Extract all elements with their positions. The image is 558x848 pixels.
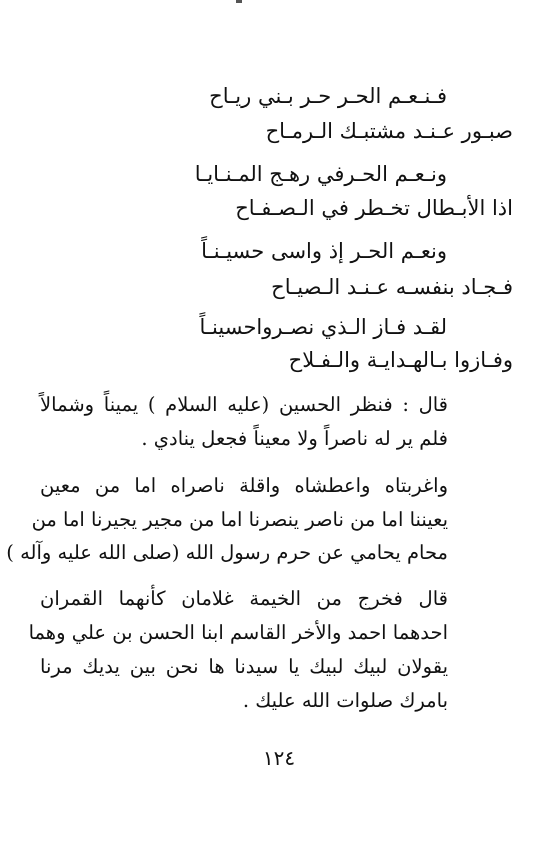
paragraph-3-line-2: احدهما احمد والأخر القاسم ابنا الحسن بن علي وهما xyxy=(28,621,448,644)
paragraph-1-line-1: قال : فنظر الحسين (عليه السلام ) يميناً وشمالاً xyxy=(40,393,448,416)
paragraph-2-line-3: محام يحامي عن حرم رسول الله (صلى الله عليه وآله ) xyxy=(6,541,448,564)
verse-2-second-hemistich: اذا الأبـطال تخـطر في الـصـفـاح xyxy=(235,196,513,220)
paragraph-3-line-4: بامرك صلوات الله عليك . xyxy=(242,689,448,712)
page-number: ١٢٤ xyxy=(262,746,296,770)
verse-3-first-hemistich: ونعـم الحـر إذ واسى حسيـنـاً xyxy=(201,239,447,263)
verse-4-second-hemistich: وفـازوا بـالهـدايـة والـفـلاح xyxy=(288,348,513,372)
paragraph-2-line-2: يعيننا اما من ناصر ينصرنا اما من مجير يجيرنا اما من xyxy=(31,508,448,531)
verse-3-second-hemistich: فـجـاد بنفسـه عـنـد الـصيـاح xyxy=(271,275,513,299)
verse-1-first-hemistich: فـنـعـم الحـر حـر بـني ريـاح xyxy=(209,84,447,108)
verse-2-first-hemistich: ونـعـم الحـرفي رهـج المـنـايـا xyxy=(194,162,447,186)
verse-1-second-hemistich: صبـور عـنـد مشتبـك الـرمـاح xyxy=(265,119,513,143)
paragraph-1-line-2: فلم ير له ناصراً ولا معيناً فجعل ينادي . xyxy=(141,427,448,450)
top-margin-mark xyxy=(236,0,242,3)
paragraph-3-line-1: قال فخرج من الخيمة غلامان كأنهما القمران xyxy=(40,587,448,610)
paragraph-3-line-3: يقولان لبيك لبيك يا سيدنا ها نحن بين يديك مرنا xyxy=(40,655,448,678)
paragraph-2-line-1: واغربتاه واعطشاه واقلة ناصراه اما من معين xyxy=(40,474,448,497)
verse-4-first-hemistich: لقـد فـاز الـذي نصـرواحسينـاً xyxy=(199,315,447,339)
